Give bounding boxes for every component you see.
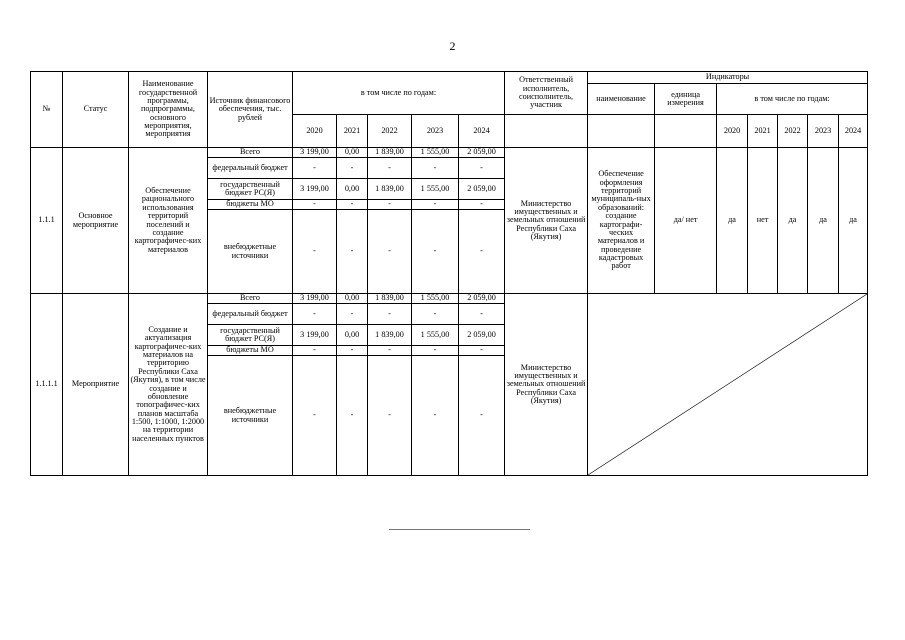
source-value: - — [459, 210, 505, 294]
source-label: бюджеты МО — [208, 346, 293, 356]
header-row-1 — [31, 72, 868, 84]
header-ind-year: 2022 — [778, 115, 808, 148]
source-value: 1 839,00 — [368, 179, 412, 200]
source-value: - — [368, 356, 412, 476]
source-value: - — [337, 304, 368, 325]
source-label: Всего — [208, 294, 293, 304]
row-num: 1.1.1 — [31, 148, 63, 294]
program-table — [30, 71, 868, 476]
source-value: 2 059,00 — [459, 325, 505, 346]
source-value: 1 555,00 — [412, 294, 459, 304]
header-year: 2022 — [368, 115, 412, 148]
indicator-value: да — [717, 148, 748, 294]
source-value: - — [459, 304, 505, 325]
source-label: бюджеты МО — [208, 200, 293, 210]
header-ind-year: 2023 — [808, 115, 839, 148]
source-value: - — [337, 158, 368, 179]
source-value: - — [293, 158, 337, 179]
source-label: государственный бюджет РС(Я) — [208, 179, 293, 200]
source-value: 0,00 — [337, 294, 368, 304]
source-value: - — [293, 304, 337, 325]
source-value: 1 839,00 — [368, 148, 412, 158]
indicator-value: да — [808, 148, 839, 294]
header-by-years: в том числе по годам: — [293, 72, 505, 115]
source-label: федеральный бюджет — [208, 304, 293, 325]
indicator-empty-diagonal — [588, 294, 868, 476]
source-value: - — [459, 200, 505, 210]
header-year: 2020 — [293, 115, 337, 148]
header-responsible-lower — [505, 115, 588, 148]
source-value: 3 199,00 — [293, 179, 337, 200]
source-value: 0,00 — [337, 179, 368, 200]
source-row — [31, 294, 868, 304]
indicator-value: нет — [748, 148, 778, 294]
source-value: - — [412, 210, 459, 294]
source-value: 1 555,00 — [412, 148, 459, 158]
bottom-divider — [389, 529, 530, 530]
header-source: Источник финансового обеспечения, тыс. рублей — [208, 72, 293, 148]
source-value: - — [293, 356, 337, 476]
source-value: 3 199,00 — [293, 294, 337, 304]
indicator-value: да — [778, 148, 808, 294]
source-value: - — [337, 210, 368, 294]
source-value: 1 555,00 — [412, 325, 459, 346]
source-value: 3 199,00 — [293, 325, 337, 346]
source-label: государственный бюджет РС(Я) — [208, 325, 293, 346]
source-value: - — [337, 200, 368, 210]
source-value: - — [412, 158, 459, 179]
header-indicators: Индикаторы — [588, 72, 868, 84]
row-status: Мероприятие — [63, 294, 129, 476]
header-ind-name: наименование — [588, 84, 655, 115]
source-value: - — [368, 346, 412, 356]
diagonal-strike — [588, 294, 867, 475]
header-year: 2023 — [412, 115, 459, 148]
source-value: - — [293, 346, 337, 356]
source-value: - — [368, 200, 412, 210]
source-row — [31, 148, 868, 158]
header-year: 2021 — [337, 115, 368, 148]
source-label: внебюджетные источники — [208, 210, 293, 294]
row-responsible: Министерство имущественных и земельных отношений Республики Саха (Якутия) — [505, 294, 588, 476]
header-ind-by-years: в том числе по годам: — [717, 84, 868, 115]
source-value: 1 555,00 — [412, 179, 459, 200]
source-value: 2 059,00 — [459, 179, 505, 200]
source-value: - — [368, 304, 412, 325]
header-ind-unit-lower — [655, 115, 717, 148]
page-number: 2 — [449, 39, 456, 53]
source-value: - — [459, 346, 505, 356]
indicator-unit: да/ нет — [655, 148, 717, 294]
row-responsible: Министерство имущественных и земельных отношений Республики Саха (Якутия) — [505, 148, 588, 294]
row-status: Основное мероприятие — [63, 148, 129, 294]
header-responsible: Ответственный исполнитель, соисполнитель, участник — [505, 72, 588, 115]
header-name: Наименование государственной программы, подпрограммы, основного мероприятия, мероприятия — [129, 72, 208, 148]
header-status: Статус — [63, 72, 129, 148]
header-year: 2024 — [459, 115, 505, 148]
source-value: 2 059,00 — [459, 148, 505, 158]
header-num: № — [31, 72, 63, 148]
row-name: Создание и актуализация картографичес-ких материалов на территорию Республики Саха (Якутия), в том числе создание и обновление топографичес-ких планов масштаба 1:500, 1:1000, 1:2000 на территории населенных пунктов — [129, 294, 208, 476]
source-value: - — [459, 356, 505, 476]
source-value: 3 199,00 — [293, 148, 337, 158]
header-ind-year: 2021 — [748, 115, 778, 148]
source-value: - — [368, 158, 412, 179]
indicator-name: Обеспечение оформления территорий муниципаль-ных образований: создание картографи-ческих материалов и проведение кадастровых работ — [588, 148, 655, 294]
indicator-value: да — [839, 148, 868, 294]
source-value: - — [412, 304, 459, 325]
source-value: - — [337, 356, 368, 476]
source-value: 1 839,00 — [368, 325, 412, 346]
source-label: Всего — [208, 148, 293, 158]
header-ind-year: 2020 — [717, 115, 748, 148]
row-name: Обеспечение рационального использования территорий поселений и создание картографичес-ких материалов — [129, 148, 208, 294]
source-value: 0,00 — [337, 325, 368, 346]
source-value: - — [412, 356, 459, 476]
header-ind-unit: единица измерения — [655, 84, 717, 115]
source-value: - — [459, 158, 505, 179]
source-value: - — [412, 200, 459, 210]
source-value: - — [337, 346, 368, 356]
source-label: внебюджетные источники — [208, 356, 293, 476]
source-value: 1 839,00 — [368, 294, 412, 304]
source-value: - — [293, 210, 337, 294]
source-value: - — [412, 346, 459, 356]
header-ind-name-lower — [588, 115, 655, 148]
header-ind-year: 2024 — [839, 115, 868, 148]
row-num: 1.1.1.1 — [31, 294, 63, 476]
source-value: 0,00 — [337, 148, 368, 158]
source-value: - — [293, 200, 337, 210]
source-value: - — [368, 210, 412, 294]
source-label: федеральный бюджет — [208, 158, 293, 179]
source-value: 2 059,00 — [459, 294, 505, 304]
